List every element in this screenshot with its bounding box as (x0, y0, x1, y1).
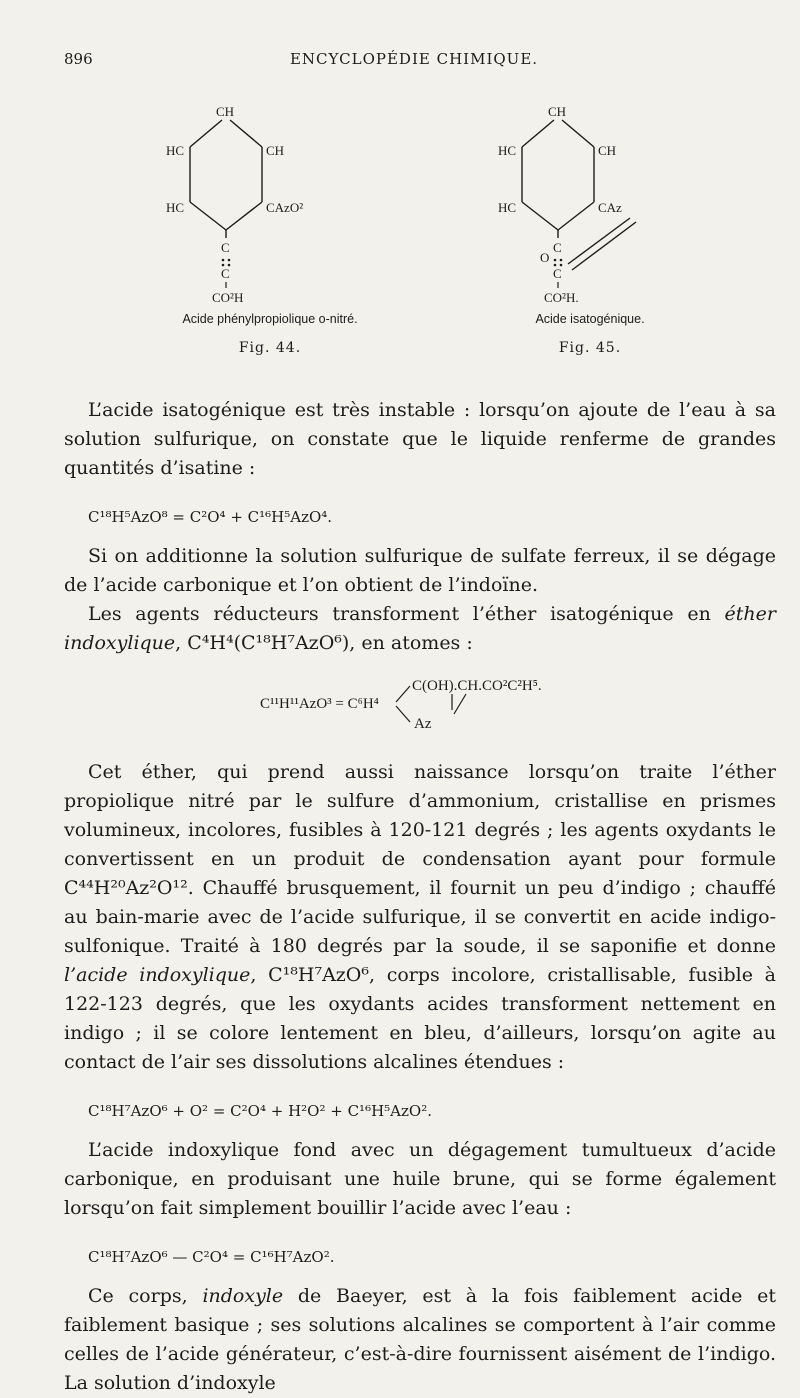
atom-top: CH (548, 104, 567, 119)
paragraph-5: L’acide indoxylique fond avec un dégagement tumultueux d’acide carbonique, en produisant une huile brune, qui se forme également lorsqu’on fait simplement bouillir l’acide avec l’eau : (64, 1139, 776, 1219)
atom-oxygen: O (540, 250, 550, 265)
atom-lower-left: HC (498, 200, 517, 215)
figure-44-label: Fig. 44. (238, 340, 302, 356)
atom-c2: C (553, 266, 562, 281)
paragraph-4-italic: l’acide indoxylique (64, 964, 251, 986)
paragraph-4-text-b: , C¹⁸H⁷AzO⁶, corps incolore, cristallisable, fusible à 122-123 degrés, que les oxydants acides transforment nettement en indigo ; il se colore lentement en bleu, d’ailleurs, lorsqu’on agite au contact de l’air ses dissolutions alcalines étendues : (64, 964, 776, 1073)
paragraph-6-italic: indoxyle (202, 1285, 284, 1307)
page-number: 896 (64, 50, 93, 68)
figure-44-structure (120, 92, 420, 332)
paragraph-3-italic: éther indoxylique (64, 603, 776, 654)
paragraph-6 (64, 1282, 776, 1398)
atom-lower-right: CAzO² (266, 200, 304, 215)
equation-2-top: C(OH).CH.CO²C²H⁵. (412, 678, 542, 694)
benzene-ring (190, 120, 262, 238)
atom-lower-right: CAz (598, 200, 622, 215)
paragraph-6-text-b: de Baeyer, est à la fois faiblement acide et faiblement basique ; ses solutions alcalines se comportent à l’air comme celles de l’acide générateur, c’est-à-dire fournissent aisément de l’indigo. La solution d’indoxyle (64, 1285, 776, 1394)
paragraph-4 (64, 758, 776, 1077)
paragraph-1: L’acide isatogénique est très instable : lorsqu’on ajoute de l’eau à sa solution sulfurique, on constate que le liquide renferme de grandes quantités d’isatine : (64, 399, 776, 479)
figure-45-structure (440, 92, 740, 332)
paragraph-3-text-a: Les agents réducteurs transforment l’éther isatogénique en (88, 603, 725, 625)
paragraph-3-text-b: , C⁴H⁴(C¹⁸H⁷AzO⁶), en atomes : (175, 632, 473, 654)
equation-2 (64, 672, 776, 734)
atom-upper-right: CH (266, 143, 285, 158)
paragraph-3 (64, 600, 776, 658)
figure-45-label: Fig. 45. (558, 340, 622, 356)
paragraph-2: Si on additionne la solution sulfurique de sulfate ferreux, il se dégage de l’acide carbonique et l’on obtient de l’indoïne. (64, 545, 776, 596)
atom-acid: CO²H. (544, 290, 579, 305)
figure-45-caption: Acide isatogénique. (535, 312, 645, 326)
equation-2-bottom: Az (414, 716, 432, 732)
figure-45 (440, 92, 740, 382)
atom-c1: C (221, 240, 230, 255)
atom-upper-right: CH (598, 143, 617, 158)
equation-2-left: C¹¹H¹¹AzO³ = C⁶H⁴ (260, 696, 379, 712)
atom-lower-left: HC (166, 200, 185, 215)
atom-acid: CO²H (212, 290, 244, 305)
figure-44 (120, 92, 420, 382)
paragraph-4-text-a: Cet éther, qui prend aussi naissance lorsqu’on traite l’éther propiolique nitré par le sulfure d’ammonium, cristallise en prismes volumineux, incolores, fusibles à 120-121 degrés ; les agents oxydants le convertissent en un produit de condensation ayant pour formule C⁴⁴H²⁰Az²O¹². Chauffé brusquement, il fournit un peu d’indigo ; chauffé au bain-marie avec de l’acide sulfurique, il se convertit en acide indigo-sulfonique. Traité à 180 degrés par la soude, il se saponifie et donne (64, 761, 776, 957)
atom-top: CH (216, 104, 235, 119)
figure-44-caption: Acide phénylpropiolique o-nitré. (182, 312, 358, 326)
atom-upper-left: HC (166, 143, 185, 158)
atom-upper-left: HC (498, 143, 517, 158)
equation-2-structure (64, 672, 776, 734)
running-title: ENCYCLOPÉDIE CHIMIQUE. (289, 50, 539, 68)
page-header (64, 50, 764, 74)
equation-3: C¹⁸H⁷AzO⁶ + O² = C²O⁴ + H²O² + C¹⁶H⁵AzO². (88, 1102, 432, 1120)
body-text (64, 396, 776, 1398)
atom-c2: C (221, 266, 230, 281)
paragraph-6-text-a: Ce corps, (88, 1285, 203, 1307)
equation-1: C¹⁸H⁵AzO⁸ = C²O⁴ + C¹⁶H⁵AzO⁴. (88, 508, 333, 526)
benzene-ring (522, 120, 636, 270)
figures (0, 92, 800, 382)
equation-4: C¹⁸H⁷AzO⁶ — C²O⁴ = C¹⁶H⁷AzO². (88, 1248, 335, 1266)
atom-c1: C (553, 240, 562, 255)
